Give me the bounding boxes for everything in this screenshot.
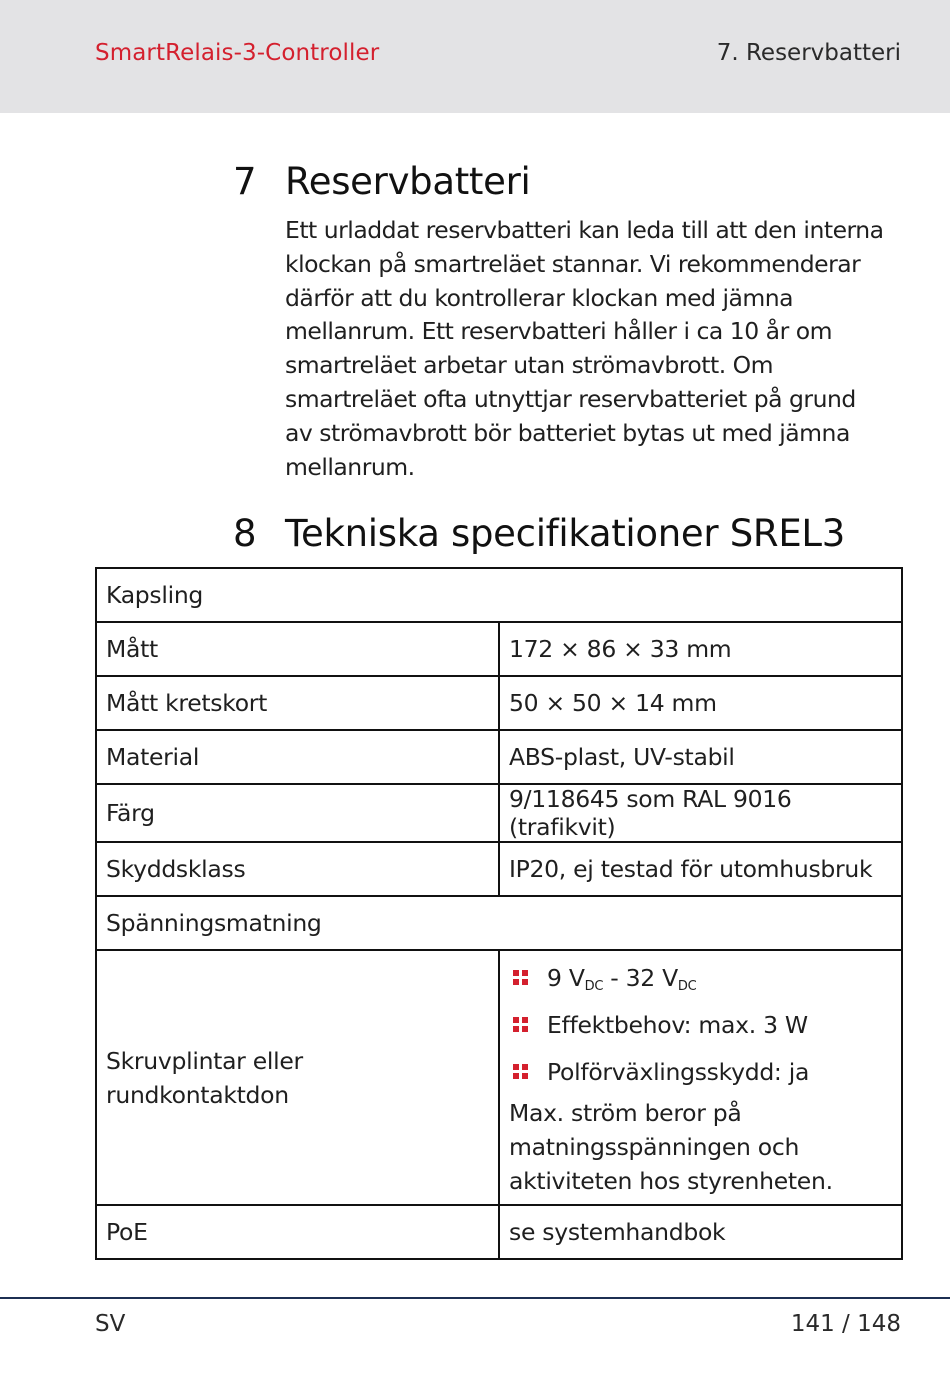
- power-value: [499, 950, 902, 1205]
- section-7-number: 7: [233, 160, 257, 203]
- row-label: Skyddsklass: [96, 842, 499, 896]
- page-header: [0, 0, 950, 113]
- red-square-grid-icon: [513, 1017, 529, 1033]
- table-row: [96, 842, 902, 896]
- row-label: Mått kretskort: [96, 676, 499, 730]
- table-row: [96, 784, 902, 842]
- bullet-polarity-text: Polförväxlingsskydd: ja: [547, 1058, 810, 1086]
- power-label: Skruvplintar eller rundkontaktdon: [96, 950, 499, 1205]
- table-row: [96, 1205, 902, 1259]
- row-value: ABS-plast, UV-stabil: [499, 730, 902, 784]
- footer-language: SV: [95, 1311, 126, 1337]
- voltage-min: 9 V: [547, 964, 585, 992]
- bullet-voltage: [509, 955, 892, 1002]
- table-row: [96, 622, 902, 676]
- table-row-power: [96, 950, 902, 1205]
- row-value: 9/118645 som RAL 9016 (trafikvit): [499, 784, 902, 842]
- poe-label: PoE: [96, 1205, 499, 1259]
- table-row: [96, 730, 902, 784]
- footer-page-number: 141 / 148: [790, 1311, 901, 1337]
- voltage-max: 32 V: [625, 964, 678, 992]
- footer-divider: [0, 1297, 950, 1299]
- row-label: Mått: [96, 622, 499, 676]
- red-square-grid-icon: [513, 970, 529, 986]
- header-chapter: 7. Reservbatteri: [716, 40, 901, 66]
- voltage-separator: -: [603, 964, 626, 992]
- section-8-title: Tekniska specifikationer SREL3: [285, 512, 845, 555]
- section-8-number: 8: [233, 512, 257, 555]
- power-bullet-list: [509, 955, 892, 1096]
- row-label: Färg: [96, 784, 499, 842]
- row-label: Material: [96, 730, 499, 784]
- bullet-power: [509, 1002, 892, 1049]
- bullet-power-text: Effektbehov: max. 3 W: [547, 1011, 808, 1039]
- table-group-row: [96, 568, 902, 622]
- poe-value: se systemhandbok: [499, 1205, 902, 1259]
- spec-table: [95, 567, 903, 1260]
- group-power: Spänningsmatning: [96, 896, 902, 950]
- section-7-title: Reservbatteri: [285, 160, 531, 203]
- row-value: 172 × 86 × 33 mm: [499, 622, 902, 676]
- section-7-heading: [233, 160, 531, 203]
- row-value: 50 × 50 × 14 mm: [499, 676, 902, 730]
- red-square-grid-icon: [513, 1064, 529, 1080]
- group-housing: Kapsling: [96, 568, 902, 622]
- header-brand: SmartRelais-3-Controller: [95, 40, 380, 66]
- table-group-row: [96, 896, 902, 950]
- table-row: [96, 676, 902, 730]
- voltage-min-sub: DC: [584, 979, 604, 994]
- power-note: Max. ström beror på matningsspänningen och aktiviteten hos styrenheten.: [509, 1099, 833, 1195]
- bullet-polarity: [509, 1049, 892, 1096]
- section-7-paragraph: Ett urladdat reservbatteri kan leda till att den interna klockan på smartreläet stannar. Vi rekommenderar därför att du kontrollerar klockan med jämna mellanrum. Ett reservbatteri håller i ca 10 år om smartreläet arbetar utan strömavbrott. Om smartreläet ofta utnyttjar reservbatteriet på grund av strömavbrott bör batteriet bytas ut med jämna mellanrum.: [285, 216, 884, 481]
- row-value: IP20, ej testad för utomhusbruk: [499, 842, 902, 896]
- section-8-heading: [233, 512, 845, 555]
- voltage-max-sub: DC: [677, 979, 697, 994]
